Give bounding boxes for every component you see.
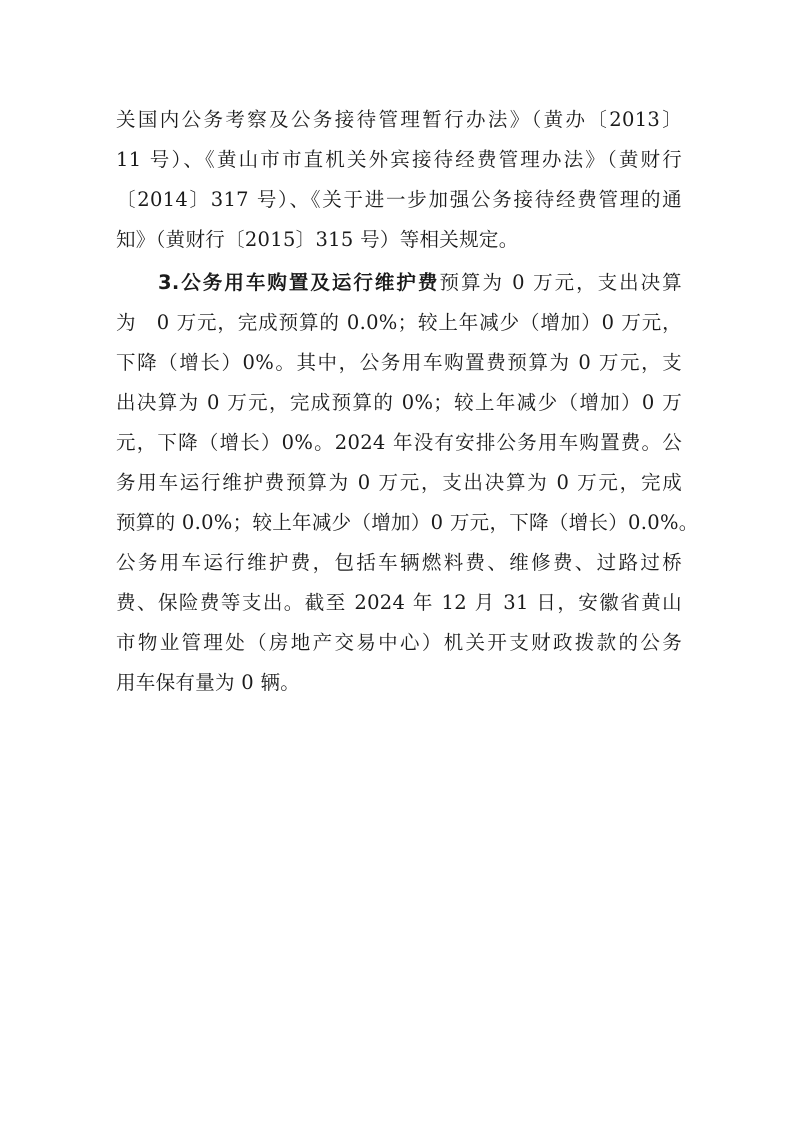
body-text-line: 〔2014〕317 号）、《关于进一步加强公务接待经费管理的通 xyxy=(116,188,682,211)
body-text-line: 费、保险费等支出。截至 2024 年 12 月 31 日，安徽省黄山 xyxy=(116,591,682,614)
body-text-line: 市物业管理处（房地产交易中心）机关开支财政拨款的公务 xyxy=(116,631,682,654)
body-text-line: 出决算为 0 万元，完成预算的 0%；较上年减少（增加）0 万 xyxy=(116,391,682,414)
body-text-line: 11 号）、《黄山市市直机关外宾接待经费管理办法》（黄财行 xyxy=(116,148,682,171)
section-first-line xyxy=(158,263,682,303)
body-text-line: 务用车运行维护费预算为 0 万元，支出决算为 0 万元，完成 xyxy=(116,471,682,494)
body-text-line: 预算的 0.0%；较上年减少（增加）0 万元，下降（增长）0.0%。 xyxy=(116,511,699,534)
section-heading: 3.公务用车购置及运行维护费 xyxy=(158,271,440,294)
body-text-line: 用车保有量为 0 辆。 xyxy=(116,671,301,694)
body-text-line: 元，下降（增长）0%。2024 年没有安排公务用车购置费。公 xyxy=(116,431,682,454)
body-text-line: 知》（黄财行〔2015〕315 号）等相关规定。 xyxy=(116,228,519,251)
body-text-line: 下降（增长）0%。其中，公务用车购置费预算为 0 万元，支 xyxy=(116,351,682,374)
body-text-line: 为 0 万元，完成预算的 0.0%；较上年减少（增加）0 万元， xyxy=(116,311,682,334)
body-text-line: 公务用车运行维护费，包括车辆燃料费、维修费、过路过桥 xyxy=(116,551,682,574)
body-text-line: 关国内公务考察及公务接待管理暂行办法》（黄办〔2013〕 xyxy=(116,108,682,131)
section-first-line-text: 预算为 0 万元，支出决算 xyxy=(439,271,682,294)
